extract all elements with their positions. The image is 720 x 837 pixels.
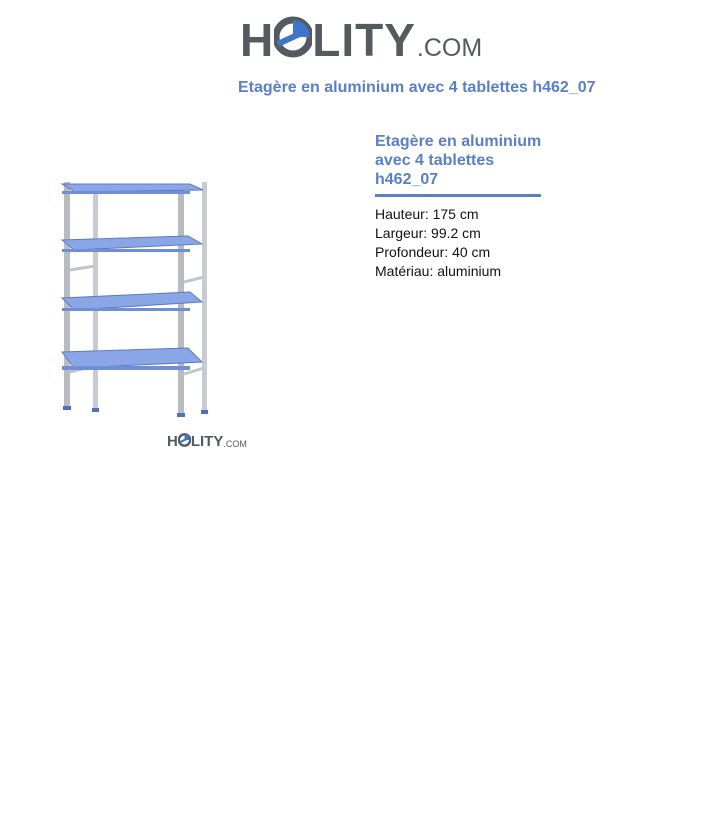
shelf-unit-icon (40, 162, 218, 430)
product-image (40, 162, 218, 430)
product-heading: Etagère en aluminium avec 4 tablettes h462_07 (375, 133, 542, 188)
brand-logo[interactable] (240, 12, 482, 68)
spec-width: Largeur: 99.2 cm (375, 225, 481, 241)
spec-height: Hauteur: 175 cm (375, 206, 479, 222)
spec-depth: Profondeur: 40 cm (375, 244, 491, 260)
small-logo-wordmark: H LITY (167, 433, 224, 450)
logo-wordmark: H LITY (240, 14, 416, 66)
logo-o-icon (274, 16, 312, 68)
small-logo-o-icon (178, 433, 191, 447)
spec-material: Matériau: aluminium (375, 263, 502, 279)
small-brand-logo (167, 433, 247, 451)
product-specs (375, 205, 501, 281)
page-title: Etagère en aluminium avec 4 tablettes h462_07 (238, 79, 596, 96)
heading-divider (375, 194, 541, 197)
small-logo-suffix: .COM (223, 439, 247, 449)
logo-suffix: .COM (416, 34, 483, 62)
